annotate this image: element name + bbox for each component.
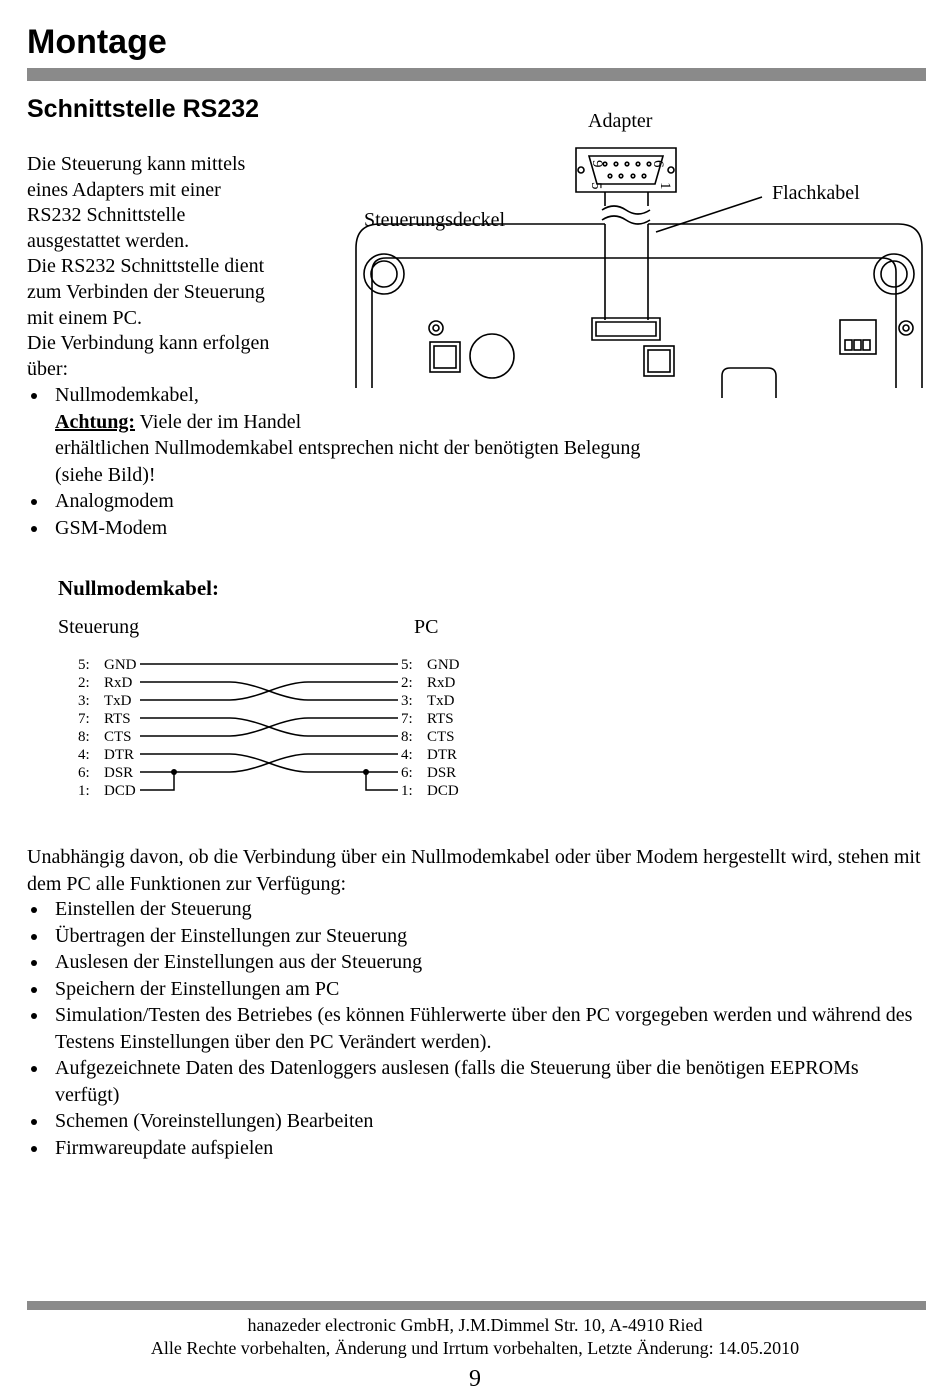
left-pin-name: DSR (104, 765, 134, 781)
intro-line: Die Steuerung kann mittels (27, 153, 246, 175)
left-pin-num: 2: (78, 675, 90, 691)
flachkabel-pointer (656, 197, 762, 232)
pin-label-1: 1 (657, 182, 673, 190)
page-title: Montage (27, 23, 167, 61)
warning-line: (siehe Bild)! (55, 463, 156, 486)
right-pin-name: GND (427, 657, 460, 673)
functions-intro: Unabhängig davon, ob die Verbindung über ein Nullmodemkabel oder über Modem hergestellt wird, stehen mit dem PC alle Funktionen zur Verfügung: (27, 846, 921, 895)
left-pin-name: TxD (104, 693, 132, 709)
pin-label-6: 6 (650, 160, 666, 168)
right-pin-name: DCD (427, 783, 459, 799)
list-item: Speichern der Einstellungen am PC (27, 976, 917, 1003)
list-item: Analogmodem (27, 488, 747, 515)
right-pin-name: TxD (427, 693, 455, 709)
wire-txd-rxd (140, 682, 398, 700)
warning-label: Achtung: (55, 410, 136, 433)
right-pin-num: 2: (401, 675, 413, 691)
db9-pins (603, 162, 651, 178)
right-pin-name: RxD (427, 675, 456, 691)
left-pin-num: 5: (78, 657, 90, 673)
wire-cts-rts (140, 718, 398, 736)
right-pin-num: 8: (401, 729, 413, 745)
intro-line: RS232 Schnittstelle (27, 204, 186, 227)
list-item: Simulation/Testen des Betriebes (es können Fühlerwerte über den PC vorgegeben werden und während des Testens Einstellungen über den PC Verändert werden). (27, 1002, 917, 1055)
nullmodem-wiring-diagram (60, 650, 480, 805)
list-item: Aufgezeichnete Daten des Datenloggers auslesen (falls die Steuerung über die benötigen EEPROMs verfügt) (27, 1055, 917, 1108)
pin-label-9: 9 (589, 160, 605, 168)
intro-line: über: (27, 357, 69, 380)
footer-company: hanazeder electronic GmbH, J.M.Dimmel Str. 10, A-4910 Ried (247, 1315, 703, 1335)
intro-line: Die Verbindung kann erfolgen (27, 332, 270, 355)
left-pin-name: RxD (104, 675, 133, 691)
list-item: Schemen (Voreinstellungen) Bearbeiten (27, 1108, 917, 1135)
option-nullmodem: Nullmodemkabel, (55, 384, 199, 406)
wire-dcd-left (140, 772, 174, 790)
left-pin-name: DCD (104, 783, 136, 799)
left-pin-num: 4: (78, 747, 90, 763)
buzzer (470, 334, 514, 378)
pin-label-5: 5 (588, 182, 604, 190)
right-pin-num: 6: (401, 765, 413, 781)
wire-dcd-right (366, 772, 398, 790)
left-pin-num: 1: (78, 783, 90, 799)
footer-rights: Alle Rechte vorbehalten, Änderung und Irrtum vorbehalten, Letzte Änderung: 14.05.2010 (150, 1338, 800, 1358)
right-pin-name: DTR (427, 747, 457, 763)
left-pin-name: CTS (104, 729, 132, 745)
junction-dot-left (171, 769, 177, 775)
warning-text: Viele der im Handel (135, 410, 302, 433)
section-title: Schnittstelle RS232 (27, 95, 260, 123)
intro-line: zum Verbinden der Steuerung (27, 280, 265, 303)
right-pin-name: CTS (427, 729, 455, 745)
nullmodem-warning (55, 409, 747, 436)
left-pin-name: DTR (104, 747, 134, 763)
right-pin-num: 7: (401, 711, 413, 727)
right-pin-num: 1: (401, 783, 413, 799)
steuerung-column-title: Steuerung (58, 616, 140, 638)
nullmodem-title: Nullmodemkabel: (58, 576, 220, 600)
left-pin-num: 7: (78, 711, 90, 727)
right-pin-num: 3: (401, 693, 413, 709)
list-item: GSM-Modem (27, 515, 747, 542)
left-pin-num: 3: (78, 693, 90, 709)
steuerungsdeckel-label: Steuerungsdeckel (364, 209, 506, 231)
list-item: Übertragen der Einstellungen zur Steuerung (27, 923, 917, 950)
flachkabel-label: Flachkabel (772, 182, 860, 204)
left-pin-name: GND (104, 657, 137, 673)
flat-cable (605, 224, 648, 320)
intro-line: Die RS232 Schnittstelle dient (27, 255, 265, 278)
page-number: 9 (469, 1366, 481, 1392)
intro-paragraph (27, 152, 357, 382)
functions-list (27, 896, 917, 1161)
right-pin-num: 4: (401, 747, 413, 763)
header-rule (27, 68, 926, 81)
pc-column-title: PC (414, 616, 439, 638)
intro-line: mit einem PC. (27, 306, 142, 329)
controller-lid-drawing (350, 140, 930, 402)
footer-rule (27, 1301, 926, 1310)
list-item: Auslesen der Einstellungen aus der Steuerung (27, 949, 917, 976)
left-pin-name: RTS (104, 711, 131, 727)
intro-line: ausgestattet werden. (27, 229, 190, 252)
connection-options-list (27, 382, 747, 541)
warning-line: erhältlichen Nullmodemkabel entsprechen nicht der benötigten Belegung (55, 437, 641, 459)
left-pin-num: 8: (78, 729, 90, 745)
list-item: Einstellen der Steuerung (27, 896, 917, 923)
junction-dot-right (363, 769, 369, 775)
left-pin-num: 6: (78, 765, 90, 781)
right-pin-name: DSR (427, 765, 457, 781)
intro-line: eines Adapters mit einer (27, 178, 221, 201)
list-item: Firmwareupdate aufspielen (27, 1135, 917, 1162)
right-pin-num: 5: (401, 657, 413, 673)
adapter-label: Adapter (588, 110, 653, 132)
wire-dsr-dtr (140, 754, 398, 772)
right-pin-name: RTS (427, 711, 454, 727)
lid-bottom-part (722, 368, 776, 398)
lid-outline (356, 224, 922, 388)
